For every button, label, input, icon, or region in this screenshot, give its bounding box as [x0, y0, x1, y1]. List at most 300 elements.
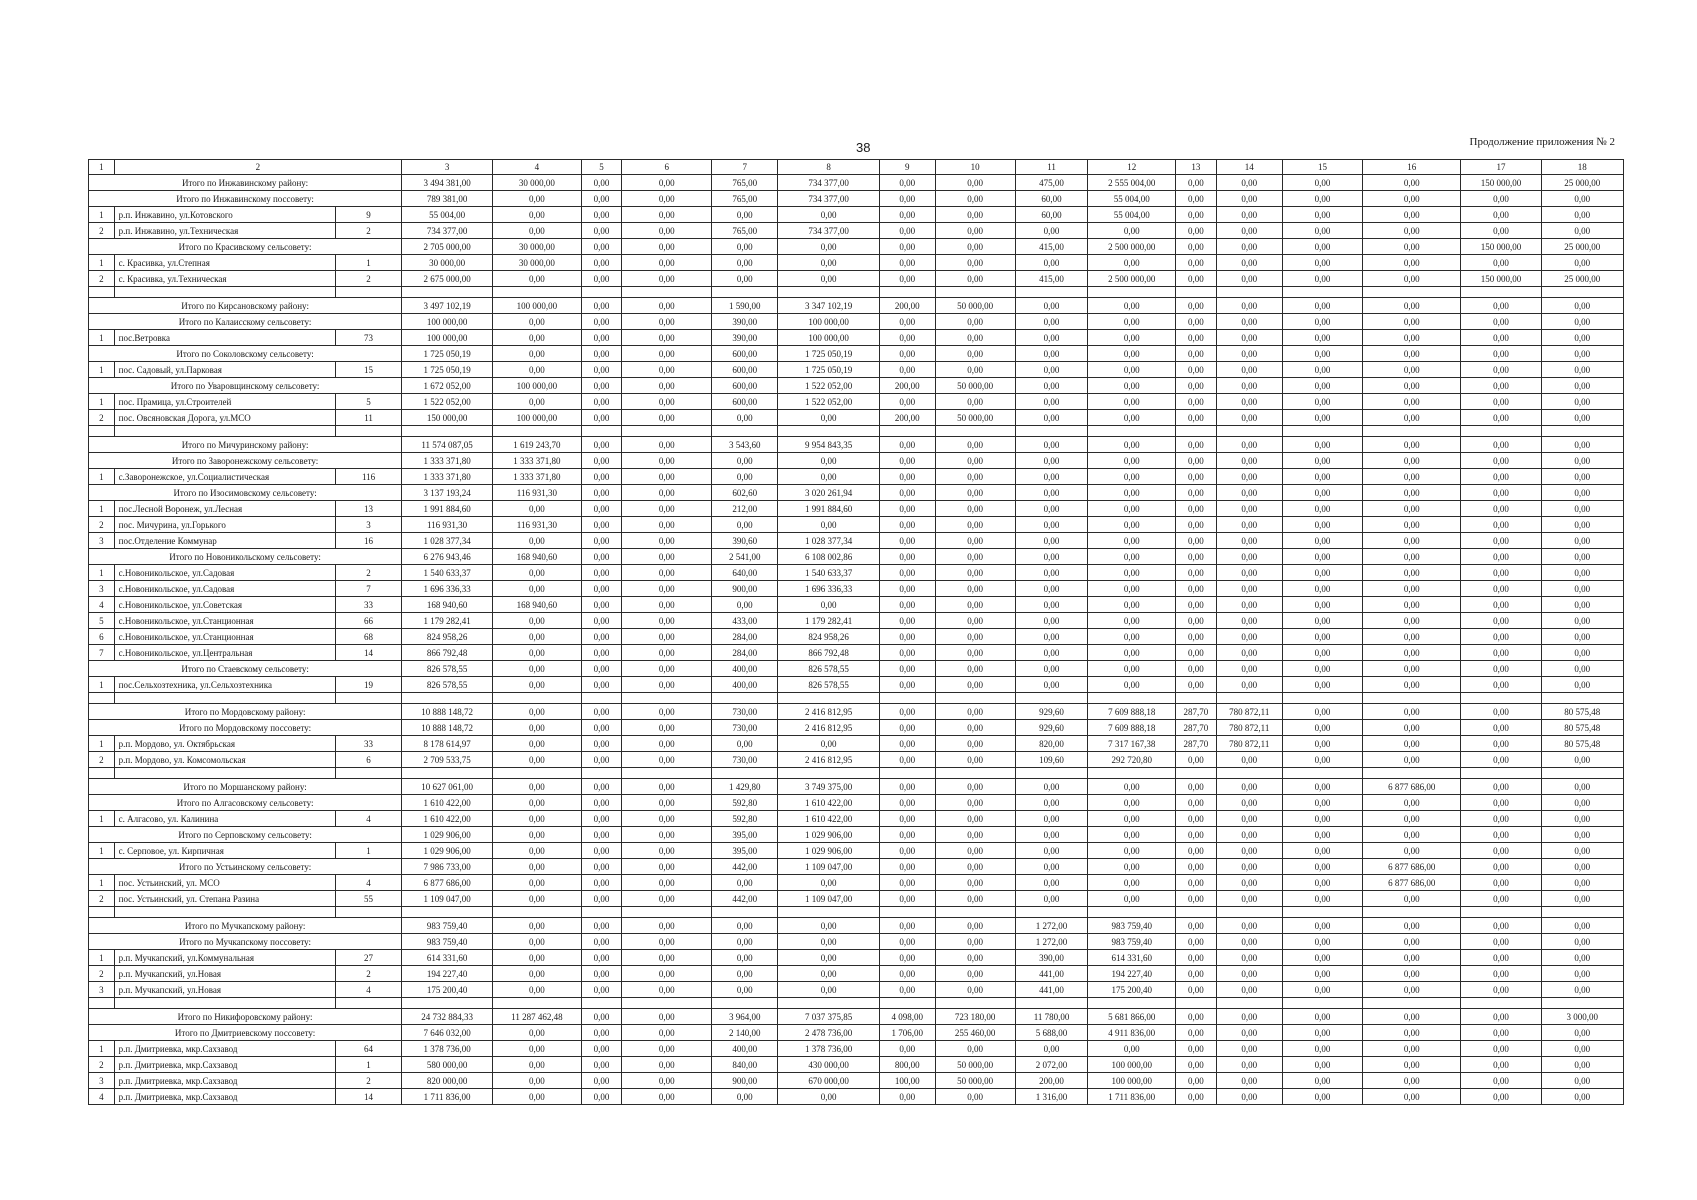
value-cell: 0,00 [622, 1057, 712, 1073]
value-cell: 1 725 050,19 [402, 346, 493, 362]
value-cell: 0,00 [581, 661, 622, 677]
value-cell: 0,00 [581, 597, 622, 613]
value-cell: 0,00 [493, 645, 582, 661]
value-cell: 0,00 [1363, 966, 1461, 982]
value-cell: 0,00 [712, 918, 778, 934]
value-cell: 866 792,48 [402, 645, 493, 661]
value-cell: 3 543,60 [712, 437, 778, 453]
empty-cell [114, 287, 335, 298]
value-cell: 0,00 [622, 565, 712, 581]
value-cell: 441,00 [1015, 982, 1088, 998]
value-cell: 0,00 [1216, 1057, 1282, 1073]
empty-cell [778, 907, 880, 918]
value-cell: 0,00 [1015, 549, 1088, 565]
empty-cell [1088, 907, 1176, 918]
value-cell: 168 940,60 [402, 597, 493, 613]
value-cell: 0,00 [1282, 362, 1362, 378]
value-cell: 0,00 [1461, 346, 1541, 362]
value-cell: 7 646 032,00 [402, 1025, 493, 1041]
empty-cell [1541, 907, 1623, 918]
value-cell: 0,00 [581, 517, 622, 533]
value-cell: 0,00 [1363, 752, 1461, 768]
value-cell: 0,00 [712, 966, 778, 982]
value-cell: 0,00 [1216, 271, 1282, 287]
value-cell: 0,00 [935, 827, 1015, 843]
value-cell: 0,00 [1015, 469, 1088, 485]
empty-cell [1541, 693, 1623, 704]
value-cell: 1 610 422,00 [778, 795, 880, 811]
subtotal-row [89, 934, 1624, 950]
value-cell: 0,00 [935, 314, 1015, 330]
value-cell: 0,00 [1461, 437, 1541, 453]
address-cell: р.п. Мучкапский, ул.Новая [114, 966, 335, 982]
value-cell: 0,00 [1176, 437, 1217, 453]
empty-cell [1461, 768, 1541, 779]
value-cell: 0,00 [712, 1089, 778, 1105]
value-cell: 0,00 [493, 501, 582, 517]
value-cell: 0,00 [1176, 485, 1217, 501]
subtotal-label: Итого по Мордовскому поссовету: [89, 720, 402, 736]
value-cell: 0,00 [1461, 827, 1541, 843]
value-cell: 30 000,00 [493, 255, 582, 271]
value-cell: 0,00 [1176, 453, 1217, 469]
value-cell: 0,00 [1176, 378, 1217, 394]
value-cell: 390,00 [1015, 950, 1088, 966]
empty-cell [1015, 998, 1088, 1009]
house-number: 68 [335, 629, 401, 645]
empty-cell [1541, 768, 1623, 779]
value-cell: 25 000,00 [1541, 239, 1623, 255]
value-cell: 0,00 [1216, 1041, 1282, 1057]
value-cell: 0,00 [1282, 859, 1362, 875]
value-cell: 0,00 [879, 1041, 935, 1057]
value-cell: 0,00 [1363, 629, 1461, 645]
value-cell: 0,00 [1541, 298, 1623, 314]
empty-cell [935, 426, 1015, 437]
value-cell: 292 720,80 [1088, 752, 1176, 768]
address-cell: р.п. Мучкапский, ул.Коммунальная [114, 950, 335, 966]
value-cell: 0,00 [1176, 1025, 1217, 1041]
value-cell: 0,00 [581, 811, 622, 827]
address-cell: пос.Отделение Коммунар [114, 533, 335, 549]
row-number: 1 [89, 565, 115, 581]
value-cell: 0,00 [493, 1041, 582, 1057]
value-cell: 0,00 [1216, 1073, 1282, 1089]
value-cell: 0,00 [622, 255, 712, 271]
subtotal-label: Итого по Соколовскому сельсовету: [89, 346, 402, 362]
value-cell: 765,00 [712, 223, 778, 239]
row-number: 1 [89, 950, 115, 966]
address-cell: с. Алгасово, ул. Калинина [114, 811, 335, 827]
value-cell: 730,00 [712, 752, 778, 768]
value-cell: 0,00 [581, 629, 622, 645]
value-cell: 0,00 [1541, 795, 1623, 811]
empty-cell [581, 907, 622, 918]
value-cell: 0,00 [935, 918, 1015, 934]
value-cell: 1 109 047,00 [402, 891, 493, 907]
table-row [89, 207, 1624, 223]
empty-cell [778, 768, 880, 779]
value-cell: 0,00 [1461, 736, 1541, 752]
value-cell: 0,00 [1541, 581, 1623, 597]
value-cell: 0,00 [1282, 629, 1362, 645]
value-cell: 0,00 [712, 597, 778, 613]
value-cell: 25 000,00 [1541, 271, 1623, 287]
repair-register-table [88, 159, 1624, 1105]
column-number-cell: 9 [879, 160, 935, 175]
value-cell: 0,00 [493, 207, 582, 223]
value-cell: 10 627 061,00 [402, 779, 493, 795]
value-cell: 0,00 [581, 378, 622, 394]
table-row [89, 223, 1624, 239]
value-cell: 3 749 375,00 [778, 779, 880, 795]
value-cell: 0,00 [879, 752, 935, 768]
value-cell: 0,00 [581, 779, 622, 795]
value-cell: 0,00 [1461, 485, 1541, 501]
value-cell: 0,00 [935, 271, 1015, 287]
value-cell: 0,00 [622, 859, 712, 875]
value-cell: 0,00 [581, 533, 622, 549]
value-cell: 0,00 [1541, 394, 1623, 410]
house-number: 3 [335, 517, 401, 533]
value-cell: 0,00 [493, 891, 582, 907]
empty-cell [712, 768, 778, 779]
value-cell: 0,00 [1216, 453, 1282, 469]
row-number: 2 [89, 752, 115, 768]
value-cell: 0,00 [879, 677, 935, 693]
value-cell: 0,00 [1088, 378, 1176, 394]
house-number: 15 [335, 362, 401, 378]
column-number-cell: 14 [1216, 160, 1282, 175]
value-cell: 10 888 148,72 [402, 720, 493, 736]
value-cell: 0,00 [581, 271, 622, 287]
value-cell: 0,00 [935, 859, 1015, 875]
value-cell: 1 029 906,00 [402, 843, 493, 859]
value-cell: 0,00 [778, 271, 880, 287]
row-number: 2 [89, 966, 115, 982]
value-cell: 0,00 [879, 1089, 935, 1105]
value-cell: 0,00 [1216, 613, 1282, 629]
value-cell: 30 000,00 [493, 239, 582, 255]
page-number: 38 [856, 140, 871, 155]
value-cell: 0,00 [622, 330, 712, 346]
value-cell: 0,00 [581, 859, 622, 875]
subtotal-row [89, 661, 1624, 677]
value-cell: 0,00 [622, 966, 712, 982]
value-cell: 200,00 [879, 378, 935, 394]
value-cell: 0,00 [1216, 629, 1282, 645]
house-number: 14 [335, 1089, 401, 1105]
subtotal-label: Итого по Устьинскому сельсовету: [89, 859, 402, 875]
value-cell: 0,00 [1461, 597, 1541, 613]
row-number: 1 [89, 469, 115, 485]
value-cell: 0,00 [879, 597, 935, 613]
value-cell: 0,00 [1176, 613, 1217, 629]
value-cell: 0,00 [1088, 410, 1176, 426]
value-cell: 3 020 261,94 [778, 485, 880, 501]
empty-cell [1088, 998, 1176, 1009]
value-cell: 0,00 [1015, 223, 1088, 239]
value-cell: 100 000,00 [493, 410, 582, 426]
empty-cell [712, 426, 778, 437]
empty-cell [1015, 907, 1088, 918]
value-cell: 0,00 [493, 752, 582, 768]
value-cell: 415,00 [1015, 271, 1088, 287]
row-number: 4 [89, 1089, 115, 1105]
value-cell: 0,00 [581, 175, 622, 191]
value-cell: 0,00 [1282, 875, 1362, 891]
subtotal-label: Итого по Уваровщинскому сельсовету: [89, 378, 402, 394]
value-cell: 0,00 [581, 795, 622, 811]
value-cell: 0,00 [1176, 629, 1217, 645]
value-cell: 600,00 [712, 394, 778, 410]
value-cell: 0,00 [1015, 795, 1088, 811]
value-cell: 0,00 [1216, 934, 1282, 950]
value-cell: 0,00 [581, 453, 622, 469]
value-cell: 0,00 [1461, 677, 1541, 693]
empty-cell [778, 426, 880, 437]
value-cell: 0,00 [1015, 597, 1088, 613]
value-cell: 0,00 [622, 437, 712, 453]
value-cell: 0,00 [1363, 597, 1461, 613]
subtotal-row [89, 298, 1624, 314]
empty-cell [1363, 907, 1461, 918]
value-cell: 0,00 [581, 1025, 622, 1041]
row-number: 1 [89, 736, 115, 752]
value-cell: 780 872,11 [1216, 704, 1282, 720]
value-cell: 150 000,00 [402, 410, 493, 426]
value-cell: 0,00 [1216, 859, 1282, 875]
value-cell: 0,00 [778, 875, 880, 891]
value-cell: 0,00 [1216, 891, 1282, 907]
spacer-row [89, 693, 1624, 704]
empty-cell [114, 426, 335, 437]
row-number: 2 [89, 891, 115, 907]
value-cell: 0,00 [581, 1041, 622, 1057]
subtotal-label: Итого по Красивскому сельсовету: [89, 239, 402, 255]
value-cell: 0,00 [1461, 565, 1541, 581]
value-cell: 0,00 [1282, 469, 1362, 485]
value-cell: 0,00 [935, 485, 1015, 501]
house-number: 19 [335, 677, 401, 693]
value-cell: 55 004,00 [1088, 191, 1176, 207]
value-cell: 670 000,00 [778, 1073, 880, 1089]
house-number: 4 [335, 875, 401, 891]
value-cell: 0,00 [1541, 410, 1623, 426]
value-cell: 0,00 [1088, 827, 1176, 843]
empty-cell [879, 287, 935, 298]
value-cell: 5 688,00 [1015, 1025, 1088, 1041]
value-cell: 5 681 866,00 [1088, 1009, 1176, 1025]
value-cell: 0,00 [1176, 779, 1217, 795]
value-cell: 50 000,00 [935, 1073, 1015, 1089]
empty-cell [712, 907, 778, 918]
empty-cell [1216, 426, 1282, 437]
value-cell: 0,00 [1363, 950, 1461, 966]
address-cell: с.Новоникольское, ул.Центральная [114, 645, 335, 661]
value-cell: 0,00 [581, 207, 622, 223]
value-cell: 0,00 [1461, 314, 1541, 330]
house-number: 1 [335, 1057, 401, 1073]
empty-cell [935, 693, 1015, 704]
value-cell: 0,00 [622, 453, 712, 469]
value-cell: 0,00 [581, 581, 622, 597]
value-cell: 0,00 [581, 469, 622, 485]
value-cell: 800,00 [879, 1057, 935, 1073]
value-cell: 0,00 [935, 891, 1015, 907]
value-cell: 0,00 [581, 346, 622, 362]
value-cell: 0,00 [1088, 346, 1176, 362]
value-cell: 0,00 [1541, 330, 1623, 346]
value-cell: 0,00 [1015, 613, 1088, 629]
value-cell: 0,00 [1541, 549, 1623, 565]
value-cell: 0,00 [778, 1089, 880, 1105]
value-cell: 0,00 [935, 704, 1015, 720]
value-cell: 1 725 050,19 [778, 346, 880, 362]
empty-cell [1282, 907, 1362, 918]
value-cell: 0,00 [879, 645, 935, 661]
value-cell: 3 964,00 [712, 1009, 778, 1025]
row-number: 6 [89, 629, 115, 645]
value-cell: 866 792,48 [778, 645, 880, 661]
house-number: 4 [335, 982, 401, 998]
house-number: 1 [335, 255, 401, 271]
value-cell: 0,00 [879, 437, 935, 453]
value-cell: 9 954 843,35 [778, 437, 880, 453]
value-cell: 0,00 [622, 378, 712, 394]
value-cell: 400,00 [712, 1041, 778, 1057]
value-cell: 0,00 [1363, 191, 1461, 207]
value-cell: 0,00 [493, 362, 582, 378]
value-cell: 0,00 [1176, 677, 1217, 693]
value-cell: 0,00 [1541, 1025, 1623, 1041]
value-cell: 0,00 [879, 517, 935, 533]
value-cell: 0,00 [778, 736, 880, 752]
address-cell: р.п. Инжавино, ул.Котовского [114, 207, 335, 223]
value-cell: 0,00 [1282, 501, 1362, 517]
value-cell: 0,00 [1015, 453, 1088, 469]
value-cell: 0,00 [712, 453, 778, 469]
value-cell: 0,00 [778, 239, 880, 255]
empty-cell [879, 907, 935, 918]
value-cell: 600,00 [712, 378, 778, 394]
value-cell: 0,00 [493, 966, 582, 982]
value-cell: 0,00 [1363, 1073, 1461, 1089]
value-cell: 0,00 [1461, 1041, 1541, 1057]
value-cell: 1 540 633,37 [778, 565, 880, 581]
value-cell: 0,00 [879, 330, 935, 346]
value-cell: 0,00 [622, 1041, 712, 1057]
value-cell: 0,00 [879, 346, 935, 362]
value-cell: 0,00 [1363, 645, 1461, 661]
value-cell: 0,00 [1176, 501, 1217, 517]
value-cell: 109,60 [1015, 752, 1088, 768]
value-cell: 0,00 [879, 875, 935, 891]
value-cell: 0,00 [1282, 934, 1362, 950]
value-cell: 0,00 [1015, 811, 1088, 827]
value-cell: 0,00 [935, 581, 1015, 597]
value-cell: 1 610 422,00 [402, 795, 493, 811]
value-cell: 1 522 052,00 [778, 378, 880, 394]
value-cell: 900,00 [712, 1073, 778, 1089]
subtotal-label: Итого по Моршанскому району: [89, 779, 402, 795]
value-cell: 0,00 [1541, 453, 1623, 469]
row-number: 1 [89, 811, 115, 827]
value-cell: 0,00 [1282, 1009, 1362, 1025]
row-number: 3 [89, 1073, 115, 1089]
value-cell: 0,00 [1363, 207, 1461, 223]
value-cell: 175 200,40 [402, 982, 493, 998]
value-cell: 0,00 [1176, 271, 1217, 287]
value-cell: 0,00 [935, 1089, 1015, 1105]
value-cell: 0,00 [493, 330, 582, 346]
value-cell: 0,00 [622, 469, 712, 485]
value-cell: 734 377,00 [778, 191, 880, 207]
column-number-cell: 15 [1282, 160, 1362, 175]
value-cell: 0,00 [622, 827, 712, 843]
value-cell: 0,00 [879, 175, 935, 191]
value-cell: 1 610 422,00 [402, 811, 493, 827]
value-cell: 0,00 [935, 517, 1015, 533]
value-cell: 255 460,00 [935, 1025, 1015, 1041]
value-cell: 0,00 [1541, 501, 1623, 517]
house-number: 2 [335, 565, 401, 581]
house-number: 33 [335, 597, 401, 613]
empty-cell [778, 998, 880, 1009]
value-cell: 0,00 [1216, 661, 1282, 677]
value-cell: 0,00 [1461, 255, 1541, 271]
value-cell: 0,00 [712, 255, 778, 271]
value-cell: 0,00 [1541, 918, 1623, 934]
value-cell: 1 029 906,00 [402, 827, 493, 843]
value-cell: 0,00 [1088, 597, 1176, 613]
value-cell: 0,00 [1282, 533, 1362, 549]
value-cell: 1 522 052,00 [402, 394, 493, 410]
empty-cell [581, 693, 622, 704]
value-cell: 0,00 [1282, 485, 1362, 501]
address-cell: с. Красивка, ул.Техническая [114, 271, 335, 287]
table-row [89, 736, 1624, 752]
value-cell: 0,00 [1015, 859, 1088, 875]
value-cell: 0,00 [1282, 437, 1362, 453]
value-cell: 820,00 [1015, 736, 1088, 752]
value-cell: 1 316,00 [1015, 1089, 1088, 1105]
value-cell: 0,00 [581, 982, 622, 998]
value-cell: 0,00 [1015, 843, 1088, 859]
table-row [89, 469, 1624, 485]
house-number: 2 [335, 966, 401, 982]
value-cell: 0,00 [935, 469, 1015, 485]
table-row [89, 533, 1624, 549]
value-cell: 0,00 [879, 239, 935, 255]
value-cell: 0,00 [778, 918, 880, 934]
value-cell: 0,00 [622, 891, 712, 907]
value-cell: 0,00 [879, 918, 935, 934]
value-cell: 0,00 [1363, 410, 1461, 426]
value-cell: 0,00 [1015, 485, 1088, 501]
empty-cell [1088, 287, 1176, 298]
address-cell: с.Заворонежское, ул.Социалистическая [114, 469, 335, 485]
value-cell: 2 500 000,00 [1088, 239, 1176, 255]
subtotal-label: Итого по Стаевскому сельсовету: [89, 661, 402, 677]
value-cell: 0,00 [1541, 1073, 1623, 1089]
column-number-cell: 12 [1088, 160, 1176, 175]
value-cell: 0,00 [581, 565, 622, 581]
value-cell: 0,00 [712, 875, 778, 891]
address-cell: пос.Лесной Воронеж, ул.Лесная [114, 501, 335, 517]
house-number: 27 [335, 950, 401, 966]
value-cell: 0,00 [493, 191, 582, 207]
